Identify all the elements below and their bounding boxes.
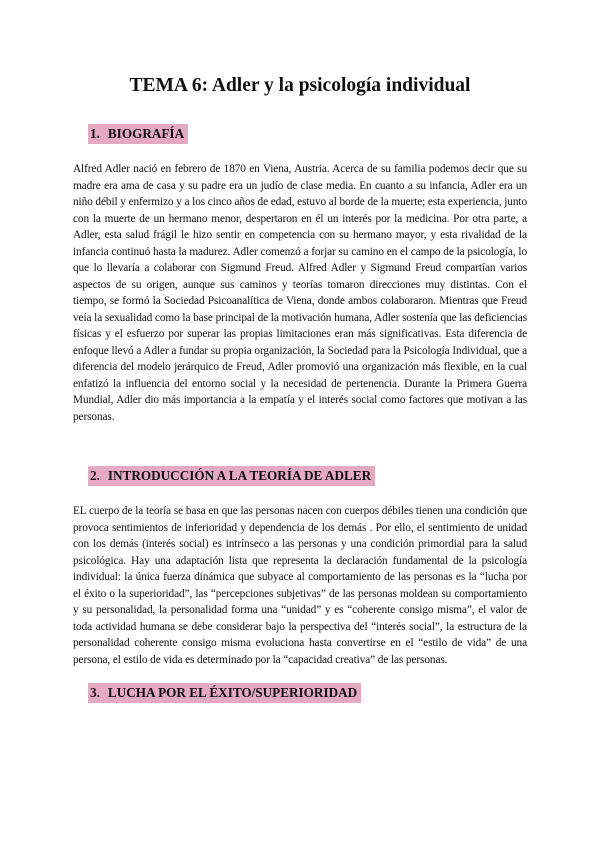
biography-paragraph: Alfred Adler nació en febrero de 1870 en Viena, Austria. Acerca de su familia podemos decir que su madre era ama de casa y su padre era un judío de clase media. En cuanto a su infancia, Adler era un niño débil y enfermizo y a los cinco años de edad, estuvo al borde de la muerte; esta experiencia, junto con la muerte de un hermano menor, despertaron en él un interés por la medicina. Por otra parte, a Adler, esta salud frágil le hizo sentir en competencia con su hermano mayor, y esta rivalidad de la infancia continuó hasta la madurez. Adler comenzó a forjar su camino en el campo de la psicología, lo que lo llevaría a colaborar con Sigmund Freud. Alfred Adler y Sigmund Freud compartían varios aspectos de su origen, aunque sus caminos y teorías tomaron direcciones muy distintas. Con el tiempo, se formó la Sociedad Psicoanalítica de Viena, donde ambos colaboraron. Mientras que Freud veía la sexualidad como la base principal de la motivación humana, Adler sostenía que las deficiencias físicas y el esfuerzo por superar las propias limitaciones eran más significativas. Esta diferencia de enfoque llevó a Adler a fundar su propia organización, la Sociedad para la Psicología Individual, que a diferencia del modelo jerárquico de Freud, Adler promovió una organización más flexible, en la cual enfatizó la influencia del entorno social y la necesidad de pertenencia. Durante la Primera Guerra Mundial, Adler dio más importancia a la empatía y el interés social como factores que motivan a las personas. (73, 163, 527, 423)
section-number: 3. (90, 685, 100, 700)
section-heading-biografia (88, 124, 188, 144)
section-number: 2. (90, 468, 100, 483)
section-heading-introduccion (88, 466, 375, 486)
section-number: 1. (90, 126, 100, 141)
section-title: BIOGRAFÍA (107, 126, 185, 141)
introduction-paragraph: EL cuerpo de la teoría se basa en que las personas nacen con cuerpos débiles tienen una condición que provoca sentimientos de inferioridad y dependencia de los demás . Por ello, el sentimiento de unidad con los demás (interés social) es intrínseco a las personas y una condición primordial para la salud psicológica. Hay una adaptación lista que representa la declaración fundamental de la psicología individual: la única fuerza dinámica que subyace al comportamiento de las personas es la “lucha por el éxito o la superioridad”, las “percepciones subjetivas” de las personas moldean su comportamiento y su personalidad, la personalidad forma una “unidad” y es “coherente consigo misma”, el valor de toda actividad humana se debe considerar bajo la perspectiva del “interés social”, la estructura de la personalidad coherente consigo misma evoluciona hasta convertirse en el “estilo de vida” de una persona, el estilo de vida es determinado por la “capacidad creativa” de las personas. (73, 505, 527, 666)
section-heading-lucha (88, 683, 361, 703)
page-title: TEMA 6: Adler y la psicología individual (129, 75, 471, 96)
section-title: LUCHA POR EL ÉXITO/SUPERIORIDAD (107, 685, 358, 700)
section-title: INTRODUCCIÓN A LA TEORÍA DE ADLER (107, 468, 372, 483)
